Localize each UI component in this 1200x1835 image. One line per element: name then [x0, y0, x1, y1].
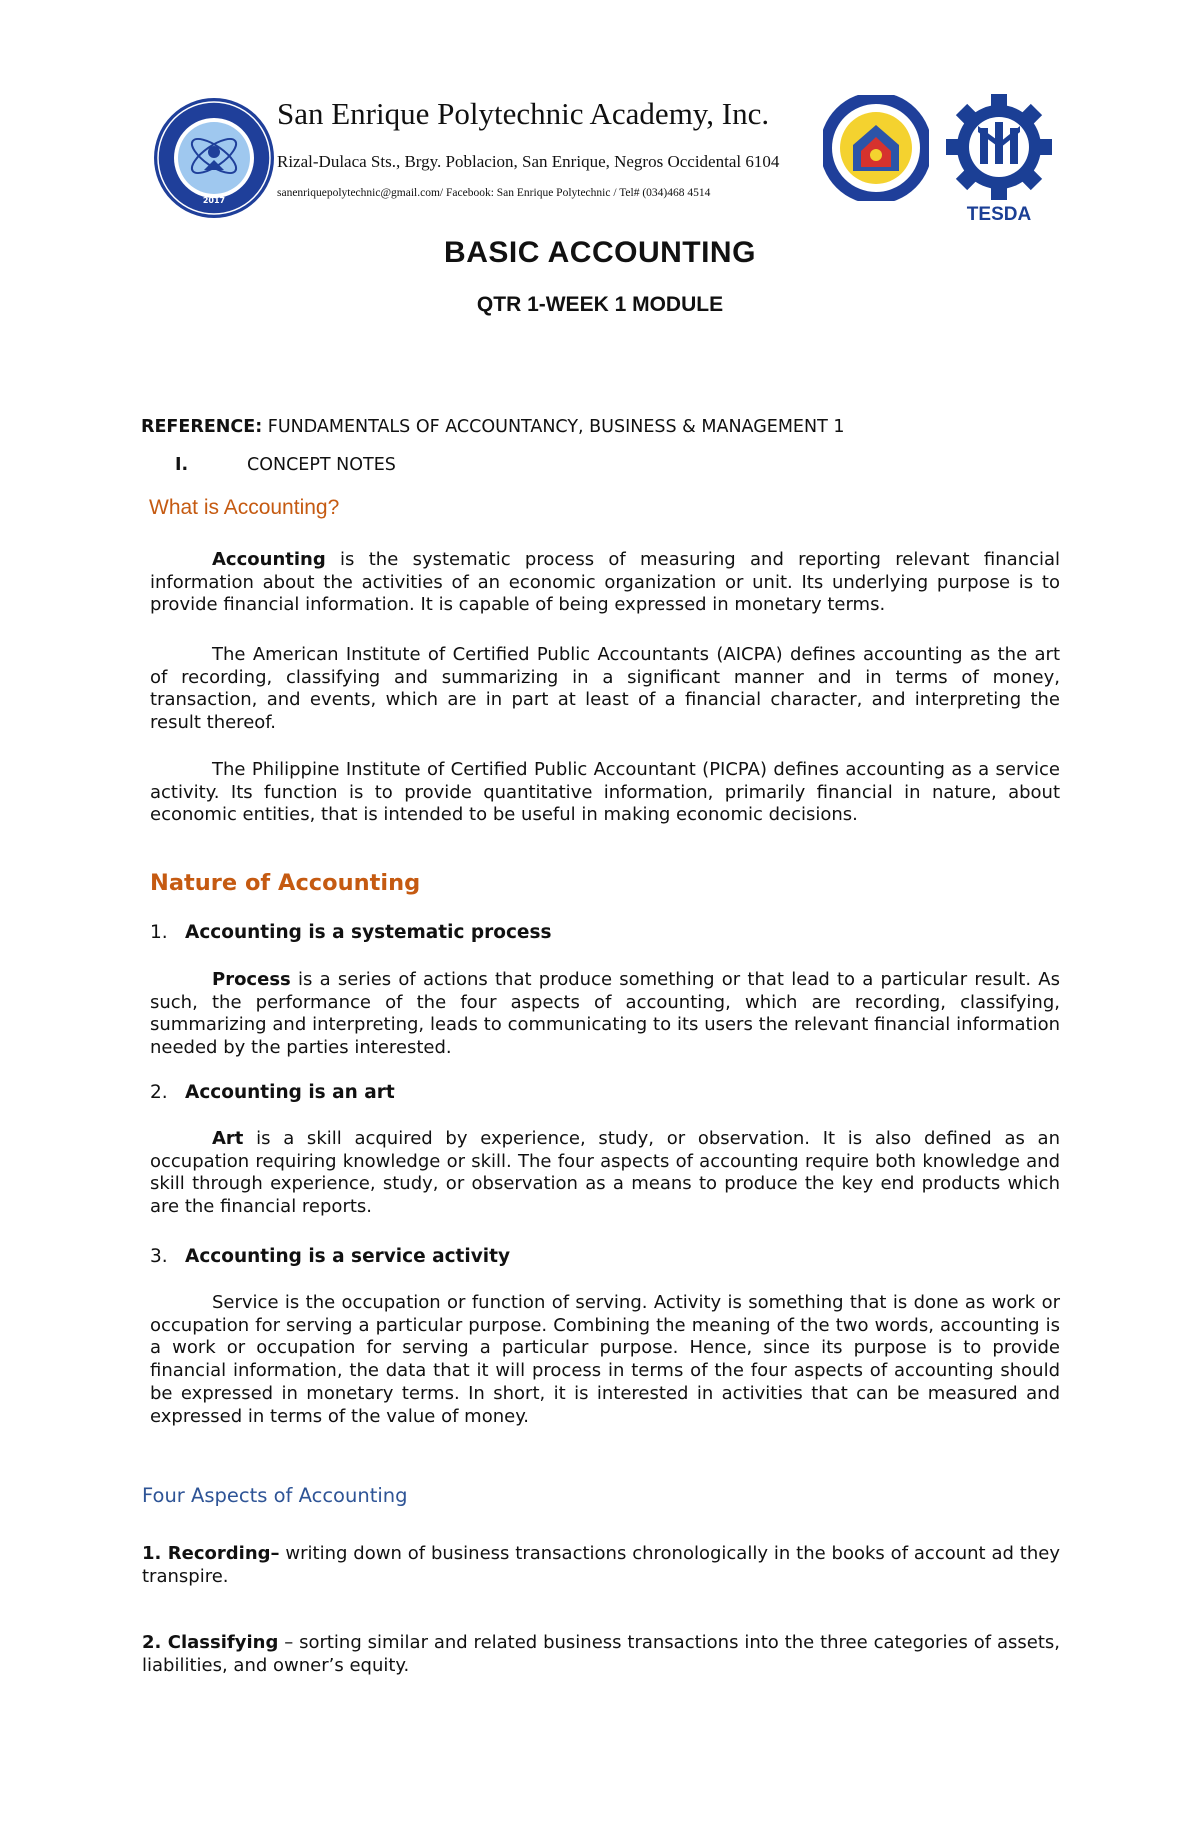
- document-title: BASIC ACCOUNTING: [444, 236, 756, 269]
- item-number: 3.: [150, 1246, 168, 1267]
- accounting-term: Accounting: [212, 549, 326, 570]
- what-is-paragraph-2: [150, 644, 1060, 735]
- document-subtitle: QTR 1-WEEK 1 MODULE: [476, 293, 724, 316]
- reference-label: REFERENCE:: [141, 417, 263, 437]
- what-is-paragraph-3: [150, 759, 1060, 827]
- school-seal-logo: [152, 96, 276, 220]
- nature-item-2-title: [150, 1082, 395, 1103]
- four-aspects-heading: Four Aspects of Accounting: [142, 1484, 408, 1507]
- picpa-definition: The Philippine Institute of Certified Public Accountant (PICPA) defines accounting as a service activity. Its function is to provide quantitative information, primarily financial in nature, about economic entities, that is intended to be useful in making economic decisions.: [150, 759, 1060, 826]
- recording-term: 1. Recording–: [142, 1543, 280, 1564]
- school-address: Rizal-Dulaca Sts., Brgy. Poblacion, San Enrique, Negros Occidental 6104: [277, 152, 780, 171]
- tesda-logo: [944, 92, 1054, 224]
- recording-definition: writing down of business transactions chronologically in the books of account ad they transpire.: [142, 1543, 1061, 1587]
- aicpa-definition: The American Institute of Certified Public Accountants (AICPA) defines accounting as the art of recording, classifying and summarizing in a significant manner and in terms of money, transaction, and events, which are in part at least of a financial character, and interpreting the result thereof.: [150, 644, 1060, 734]
- nature-item-1-title: [150, 922, 552, 943]
- classifying-definition: – sorting similar and related business transactions into the three categories of assets, liabilities, and owner’s equity.: [142, 1632, 1061, 1676]
- process-term: Process: [212, 969, 291, 990]
- what-is-paragraph-1: [150, 549, 1060, 617]
- what-is-accounting-heading: What is Accounting?: [149, 496, 340, 519]
- nature-item-3-text: [150, 1292, 1060, 1428]
- process-definition: is a series of actions that produce something or that lead to a particular result. As such, the performance of the four aspects of accounting, which are recording, classifying, summarizing and interpreting, leads to communicating to its users the relevant financial information needed by the parties interested.: [150, 969, 1060, 1059]
- art-definition: is a skill acquired by experience, study, or observation. It is also defined as an occupation requiring knowledge or skill. The four aspects of accounting require both knowledge and skill through experience, study, or observation as a means to produce the key end products which are the financial reports.: [150, 1128, 1060, 1218]
- reference-line: [141, 417, 844, 437]
- service-definition: Service is the occupation or function of serving. Activity is something that is done as work or occupation for serving a particular purpose. Combining the meaning of the two words, accounting is a work or occupation for serving a particular purpose. Hence, since its purpose is to provide financial information, the data that it will process in terms of the four aspects of accounting should be expressed in monetary terms. In short, it is interested in activities that can be measured and expressed in terms of the value of money.: [150, 1292, 1060, 1427]
- school-contact: sanenriquepolytechnic@gmail.com/ Facebook: San Enrique Polytechnic / Tel# (034)468 4514: [277, 187, 711, 199]
- item-number: 1.: [150, 922, 168, 943]
- item-title: Accounting is an art: [185, 1082, 395, 1103]
- aspect-recording: [142, 1543, 1060, 1588]
- nature-heading: Nature of Accounting: [150, 870, 421, 896]
- item-title: Accounting is a service activity: [185, 1246, 511, 1267]
- concept-label: CONCEPT NOTES: [247, 455, 396, 475]
- seal-year-text: 2017: [202, 196, 226, 205]
- deped-seal-logo: [823, 95, 929, 201]
- art-term: Art: [212, 1128, 244, 1149]
- school-name: San Enrique Polytechnic Academy, Inc.: [277, 96, 770, 131]
- nature-item-2-text: [150, 1128, 1060, 1219]
- aspect-classifying: [142, 1632, 1060, 1677]
- concept-numeral: I.: [175, 455, 189, 475]
- item-number: 2.: [150, 1082, 168, 1103]
- reference-text: FUNDAMENTALS OF ACCOUNTANCY, BUSINESS & MANAGEMENT 1: [262, 417, 845, 437]
- item-title: Accounting is a systematic process: [185, 922, 552, 943]
- nature-item-1-text: [150, 969, 1060, 1060]
- nature-item-3-title: [150, 1246, 510, 1267]
- tesda-label: TESDA: [966, 204, 1032, 225]
- classifying-term: 2. Classifying: [142, 1632, 279, 1653]
- what-is-p1-text: is the systematic process of measuring and reporting relevant financial information about the activities of an economic organization or unit. Its underlying purpose is to provide financial information. It is capable of being expressed in monetary terms.: [150, 549, 1060, 616]
